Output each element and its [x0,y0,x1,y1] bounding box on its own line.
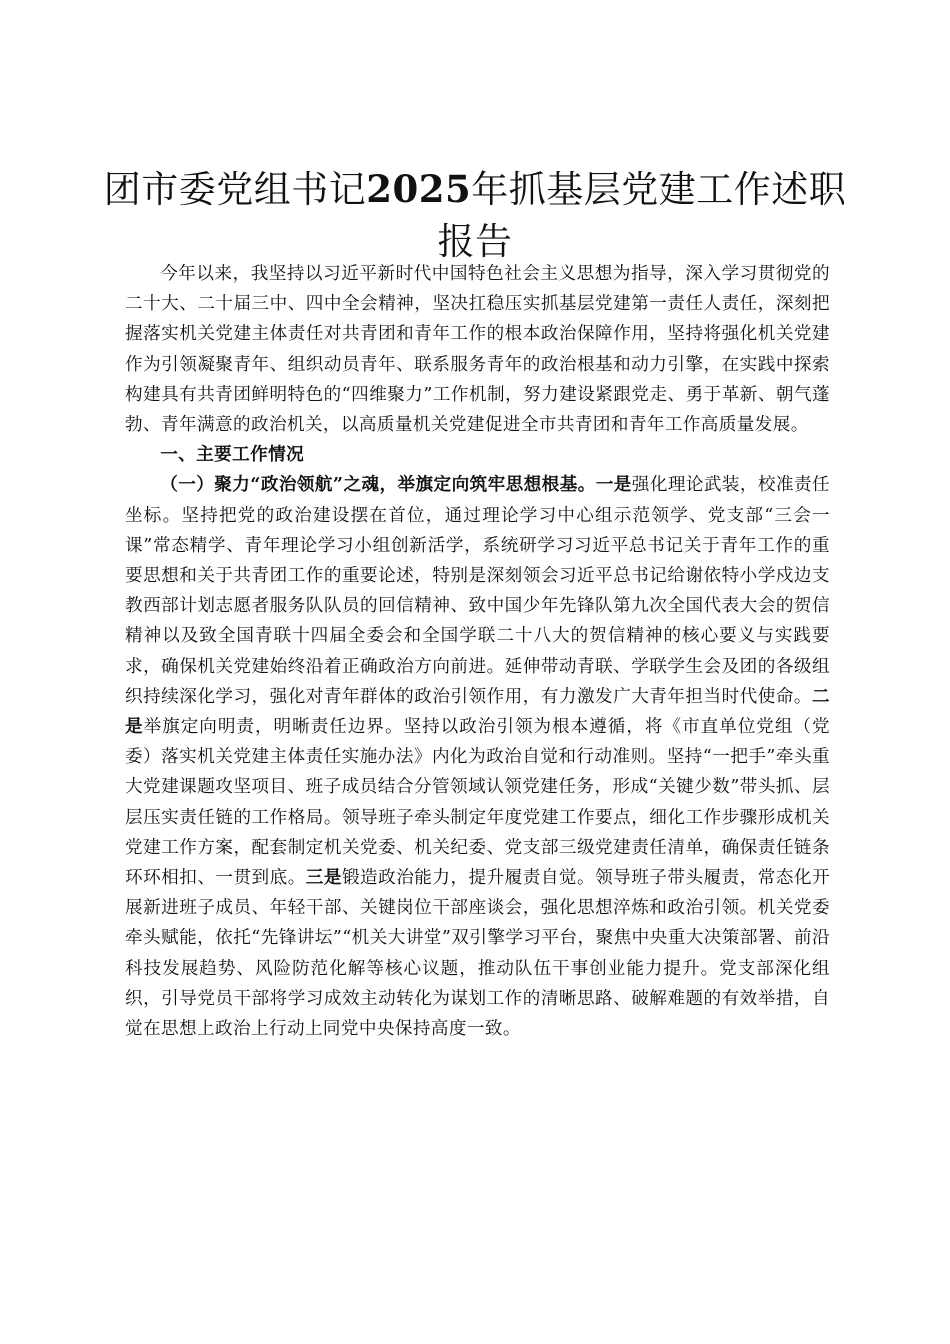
subsection-heading: （一）聚力“政治领航”之魂，举旗定向筑牢思想根基。 [160,474,596,496]
title-prefix: 团市委党组书记 [103,168,367,211]
document-title [100,163,850,268]
section-heading: 一、主要工作情况 [160,444,305,466]
point-lead-3: 三是 [305,867,342,889]
point-lead-2: 二是 [125,685,830,738]
document-body [125,259,830,1044]
point-lead-1: 一是 [595,474,632,496]
subsection-paragraph [125,470,830,1044]
point-text-3: 锻造政治能力，提升履责自觉。领导班子带头履责，常态化开展新进班子成员、年轻干部、关键岗位干部座谈会，强化思想淬炼和政治引领。机关党委牵头赋能，依托“先锋讲坛”“机关大讲堂”双引擎学习平台，聚焦中央重大决策部署、前沿科技发展趋势、风险防范化解等核心议题，推动队伍干事创业能力提升。党支部深化组织，引导党员干部将学习成效主动转化为谋划工作的清晰思路、破解难题的有效举措，自觉在思想上政治上行动上同党中央保持高度一致。 [125,868,830,1040]
point-text-1: 强化理论武装，校准责任坐标。坚持把党的政治建设摆在首位，通过理论学习中心组示范领学、党支部“三会一课”常态精学、青年理论学习小组创新活学，系统研学习习近平总书记关于青年工作的重要思想和关于共青团工作的重要论述，特别是深刻领会习近平总书记给谢依特小学戍边支教西部计划志愿者服务队队员的回信精神、致中国少年先锋队第九次全国代表大会的贺信精神以及致全国青联十四届全委会和全国学联二十八大的贺信精神的核心要义与实践要求，确保机关党建始终沿着正确政治方向前进。延伸带动青联、学联学生会及团的各级组织持续深化学习，强化对青年群体的政治引领作用，有力激发广大青年担当时代使命。 [125,475,830,707]
point-text-2: 举旗定向明责，明晰责任边界。坚持以政治引领为根本遵循，将《市直单位党组（党委）落实机关党建主体责任实施办法》内化为政治自觉和行动准则。坚持“一把手”牵头重大党建课题攻坚项目、班子成员结合分管领域认领党建任务，形成“关键少数”带头抓、层层压实责任链的工作格局。领导班子牵头制定年度党建工作要点，细化工作步骤形成机关党建工作方案，配套制定机关党委、机关纪委、党支部三级党建责任清单，确保责任链条环环相扣、一贯到底。 [125,717,830,889]
intro-paragraph: 今年以来，我坚持以习近平新时代中国特色社会主义思想为指导，深入学习贯彻党的二十大、二十届三中、四中全会精神，坚决扛稳压实抓基层党建第一责任人责任，深刻把握落实机关党建主体责任对共青团和青年工作的根本政治保障作用，坚持将强化机关党建作为引领凝聚青年、组织动员青年、联系服务青年的政治根基和动力引擎，在实践中探索构建具有共青团鲜明特色的“四维聚力”工作机制，努力建设紧跟党走、勇于革新、朝气蓬勃、青年满意的政治机关，以高质量机关党建促进全市共青团和青年工作高质量发展。 [125,264,830,436]
title-suffix: 年抓基层党建工作述职报告 [437,168,847,263]
title-year: 2025 [366,167,472,211]
